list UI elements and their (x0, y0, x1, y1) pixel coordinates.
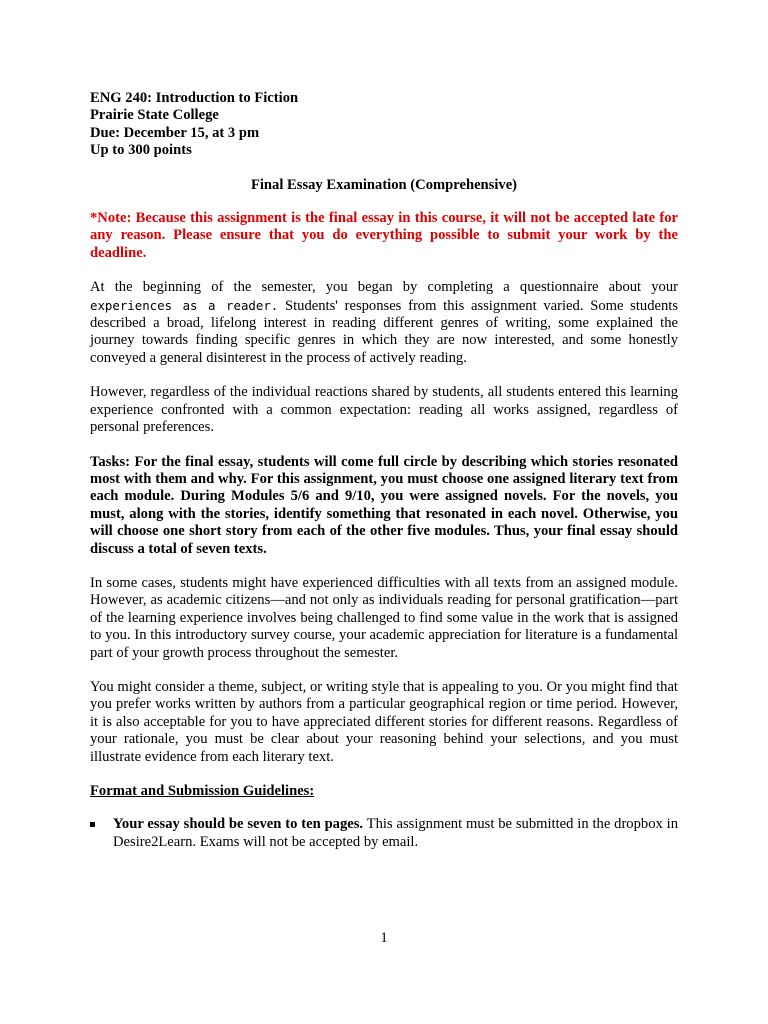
guideline-text: This assignment must be submitted in the dropbox in Desire2Learn. Exams will not be accepted by email. (113, 816, 678, 850)
page-number: 1 (380, 930, 388, 946)
college-name: Prairie State College (90, 107, 219, 124)
late-policy-note: *Note: Because this assignment is the final essay in this course, it will not be accepted late for any reason. Please ensure that you do everything possible to submit your work by the deadline. (90, 210, 678, 261)
intro-paragraph (90, 279, 678, 367)
tasks-paragraph: Tasks: For the final essay, students will come full circle by describing which stories resonated most with them and why. For this assignment, you must choose one assigned literary text from each module. During Modules 5/6 and 9/10, you were assigned novels. For the novels, you must, along with the stories, identify something that resonated in each novel. Otherwise, you will choose one short story from each of the other five modules. Thus, your final essay should discuss a total of seven texts. (90, 453, 678, 557)
due-date: Due: December 15, at 3 pm (90, 124, 260, 141)
format-heading: Format and Submission Guidelines: (90, 783, 315, 799)
guideline-bold-text: Your essay should be seven to ten pages. (113, 816, 364, 833)
expectations-paragraph: However, regardless of the individual reactions shared by students, all students entered this learning experience confronted with a common expectation: reading all works assigned, regardless of personal preferences. (90, 384, 678, 436)
rationale-paragraph: You might consider a theme, subject, or writing style that is appealing to you. Or you might find that you prefer works written by authors from a particular geographical region or time period. However, it is also acceptable for you to have appreciated different stories for different reasons. Regardless of your rationale, you must be clear about your reasoning behind your selections, and you must illustrate evidence from each literary text. (90, 678, 678, 765)
course-title: ENG 240: Introduction to Fiction (90, 90, 299, 106)
square-bullet-icon (90, 822, 95, 827)
guidelines-list (90, 816, 678, 851)
guideline-item (90, 816, 678, 851)
intro-text-start: At the beginning of the semester, you began by completing a questionnaire about your (90, 279, 678, 296)
intro-text-rest: Students' responses from this assignment varied. Some students described a broad, lifelong interest in reading different genres of writing, some explained the journey towards finding specific genres in which they are now interested, and some honestly conveyed a general disinterest in the process of actively reading. (90, 297, 678, 366)
intro-mono-phrase: experiences as a reader. (90, 297, 279, 313)
points-value: Up to 300 points (90, 142, 192, 159)
difficulties-paragraph: In some cases, students might have experienced difficulties with all texts from an assigned module. However, as academic citizens—and not only as individuals reading for personal gratification—part of the learning experience involves being challenged to find some value in the work that is assigned to you. In this introductory survey course, your academic appreciation for literature is a fundamental part of your growth process throughout the semester. (90, 574, 678, 661)
document-page (90, 90, 678, 851)
exam-title: Final Essay Examination (Comprehensive) (250, 176, 518, 193)
